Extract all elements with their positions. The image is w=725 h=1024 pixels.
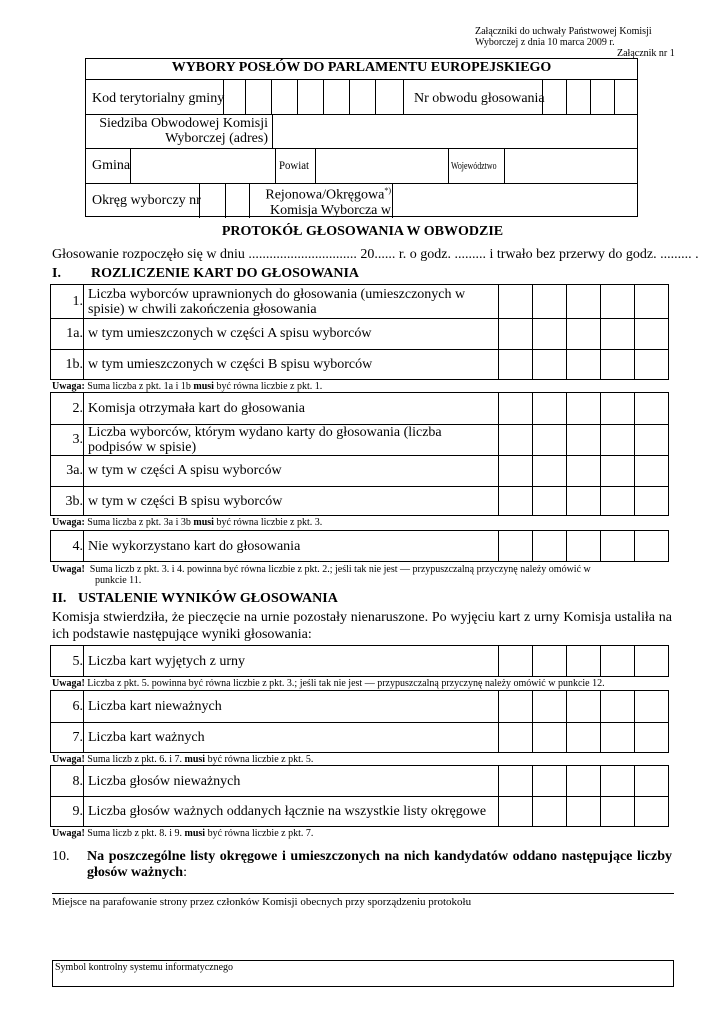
row-label: Liczba głosów ważnych oddanych łącznie na wszystkie listy okręgowe xyxy=(88,804,487,819)
digit-cell[interactable] xyxy=(600,285,634,379)
row-number: 1a. xyxy=(66,326,83,341)
row-label: w tym umieszczonych w części B spisu wyborców xyxy=(88,357,373,372)
attachment-note xyxy=(475,26,652,48)
district-number-label: Nr obwodu głosowania xyxy=(414,91,545,106)
digit-cell[interactable] xyxy=(532,766,566,826)
digit-cell[interactable] xyxy=(566,766,600,826)
digit-cell[interactable] xyxy=(634,393,668,515)
protocol-title: PROTOKÓŁ GŁOSOWANIA W OBWODZIE xyxy=(221,224,504,239)
digit-cell[interactable] xyxy=(566,393,600,515)
header-form xyxy=(85,58,638,217)
digit-cell[interactable] xyxy=(600,646,634,676)
row-number: 4. xyxy=(72,539,83,554)
table-ballots-from-urn xyxy=(50,645,669,677)
row-number: 3b. xyxy=(65,494,83,509)
digit-cell[interactable] xyxy=(498,285,532,379)
commission-address-label xyxy=(86,116,268,146)
initials-note: Miejsce na parafowanie strony przez członków Komisji obecnych przy sporządzeniu protokołu xyxy=(52,896,472,908)
note-4: Uwaga! Liczba z pkt. 5. powinna być równa liczbie z pkt. 3.; jeśli tak nie jest — przypuszczalną przyczynę należy omówić w punkcie 12. xyxy=(52,678,605,689)
district-number-field[interactable] xyxy=(542,79,639,114)
electoral-district-field[interactable] xyxy=(199,183,249,218)
row-number: 1b. xyxy=(65,357,83,372)
digit-cell[interactable] xyxy=(532,393,566,515)
note-3-continued: punkcie 11. xyxy=(95,575,142,586)
regional-commission-line-2: Komisja Wyborcza w xyxy=(270,202,391,218)
digit-cell[interactable] xyxy=(566,646,600,676)
digit-cell[interactable] xyxy=(498,691,532,752)
row-label: Liczba wyborców, którym wydano karty do głosowania (liczba podpisów w spisie) xyxy=(88,425,442,455)
regional-commission-line-1: Rejonowa/Okręgowa xyxy=(265,187,385,203)
voivodeship-field[interactable] xyxy=(504,148,637,183)
row-number: 1. xyxy=(72,294,83,309)
digit-cell[interactable] xyxy=(634,766,668,826)
digit-cell[interactable] xyxy=(498,766,532,826)
table-unused-ballots xyxy=(50,530,669,562)
row-label: Liczba kart nieważnych xyxy=(88,699,222,714)
section-1-title: ROZLICZENIE KART DO GŁOSOWANIA xyxy=(91,266,360,281)
row-number: 9. xyxy=(72,804,83,819)
note-1: Uwaga: Suma liczba z pkt. 1a i 1b musi być równa liczbie z pkt. 1. xyxy=(52,381,323,392)
row-number: 3. xyxy=(72,432,83,447)
table-votes xyxy=(50,765,669,827)
digit-cell[interactable] xyxy=(600,766,634,826)
row-label: Liczba kart wyjętych z urny xyxy=(88,654,246,669)
territorial-code-label: Kod terytorialny gminy xyxy=(92,91,225,106)
territorial-code-field[interactable] xyxy=(223,79,403,114)
attachment-number: Załącznik nr 1 xyxy=(617,48,675,59)
row-label: Nie wykorzystano kart do głosowania xyxy=(88,539,301,554)
form-title: WYBORY POSŁÓW DO PARLAMENTU EUROPEJSKIEGO xyxy=(171,60,552,75)
digit-cell[interactable] xyxy=(498,393,532,515)
digit-cell[interactable] xyxy=(634,531,668,561)
county-field[interactable] xyxy=(315,148,448,183)
row-label: w tym umieszczonych w części A spisu wyborców xyxy=(88,326,372,341)
row-label: w tym w części A spisu wyborców xyxy=(88,463,282,478)
commune-label: Gmina xyxy=(92,158,131,173)
digit-cell[interactable] xyxy=(634,285,668,379)
section-2-title: USTALENIE WYNIKÓW GŁOSOWANIA xyxy=(78,591,338,606)
footnote-mark: *) xyxy=(384,186,391,195)
attachment-line-1: Załączniki do uchwały Państwowej Komisji xyxy=(475,26,652,37)
point-10-number: 10. xyxy=(52,849,70,864)
row-number: 7. xyxy=(72,730,83,745)
row-number: 6. xyxy=(72,699,83,714)
note-5: Uwaga! Suma liczb z pkt. 6. i 7. musi być równa liczbie z pkt. 5. xyxy=(52,754,314,765)
note-2: Uwaga: Suma liczba z pkt. 3a i 3b musi być równa liczbie z pkt. 3. xyxy=(52,517,323,528)
control-symbol-label: Symbol kontrolny systemu informatycznego xyxy=(55,962,234,973)
digit-cell[interactable] xyxy=(566,531,600,561)
row-number: 2. xyxy=(72,401,83,416)
regional-commission-label xyxy=(249,183,391,218)
regional-commission-field[interactable] xyxy=(392,183,637,218)
note-6: Uwaga! Suma liczb z pkt. 8. i 9. musi być równa liczbie z pkt. 7. xyxy=(52,828,314,839)
voting-start-line: Głosowanie rozpoczęło się w dniu ............................... 20...... r. o godz. ......... i trwało bez przerwy do godz. ......... . xyxy=(52,247,699,262)
commission-address-line-1: Siedziba Obwodowej Komisji xyxy=(99,116,268,131)
digit-cell[interactable] xyxy=(600,393,634,515)
row-label: Komisja otrzymała kart do głosowania xyxy=(88,401,305,416)
note-3: Uwaga! Suma liczb z pkt. 3. i 4. powinna być równa liczbie z pkt. 2.; jeśli tak nie jest — przypuszczalną przyczynę należy omówić w xyxy=(52,564,591,575)
row-label: w tym w części B spisu wyborców xyxy=(88,494,283,509)
point-10-line-2: głosów ważnych: xyxy=(87,865,187,880)
row-number: 8. xyxy=(72,774,83,789)
voivodeship-label: Województwo xyxy=(451,160,497,172)
row-label: Liczba wyborców uprawnionych do głosowania (umieszczonych w spisie) w chwili zakończenia głosowania xyxy=(88,287,466,317)
digit-cell[interactable] xyxy=(532,646,566,676)
attachment-line-2: Wyborczej z dnia 10 marca 2009 r. xyxy=(475,37,615,48)
section-1-numeral: I. xyxy=(52,266,61,281)
row-label: Liczba kart ważnych xyxy=(88,730,205,745)
county-label: Powiat xyxy=(279,158,310,172)
table-ballot-validity xyxy=(50,690,669,753)
digit-cell[interactable] xyxy=(600,691,634,752)
control-symbol-box[interactable] xyxy=(52,960,674,987)
digit-cell[interactable] xyxy=(566,691,600,752)
commune-field[interactable] xyxy=(130,148,275,183)
row-label: Liczba głosów nieważnych xyxy=(88,774,241,789)
divider xyxy=(52,893,674,894)
point-10-line-1: Na poszczególne listy okręgowe i umieszczonych na nich kandydatów oddano następujące liczby xyxy=(87,849,672,864)
table-ballots-voters xyxy=(50,284,669,380)
commission-address-line-2: Wyborczej (adres) xyxy=(165,131,268,146)
digit-cell[interactable] xyxy=(532,531,566,561)
digit-cell[interactable] xyxy=(532,285,566,379)
row-number: 5. xyxy=(72,654,83,669)
commission-address-field[interactable] xyxy=(272,114,637,148)
section-2-intro: Komisja stwierdziła, że pieczęcie na urnie pozostały nienaruszone. Po wyjęciu kart z urny Komisja ustaliła na ich podstawie następujące wyniki głosowania: xyxy=(52,610,672,642)
digit-cell[interactable] xyxy=(532,691,566,752)
row-number: 3a. xyxy=(66,463,83,478)
digit-cell[interactable] xyxy=(498,646,532,676)
table-ballots-issued xyxy=(50,392,669,516)
digit-cell[interactable] xyxy=(600,531,634,561)
section-2-numeral: II. xyxy=(52,591,67,606)
digit-cell[interactable] xyxy=(634,691,668,752)
digit-cell[interactable] xyxy=(566,285,600,379)
digit-cell[interactable] xyxy=(634,646,668,676)
digit-cell[interactable] xyxy=(498,531,532,561)
electoral-district-label: Okręg wyborczy nr xyxy=(92,193,201,208)
